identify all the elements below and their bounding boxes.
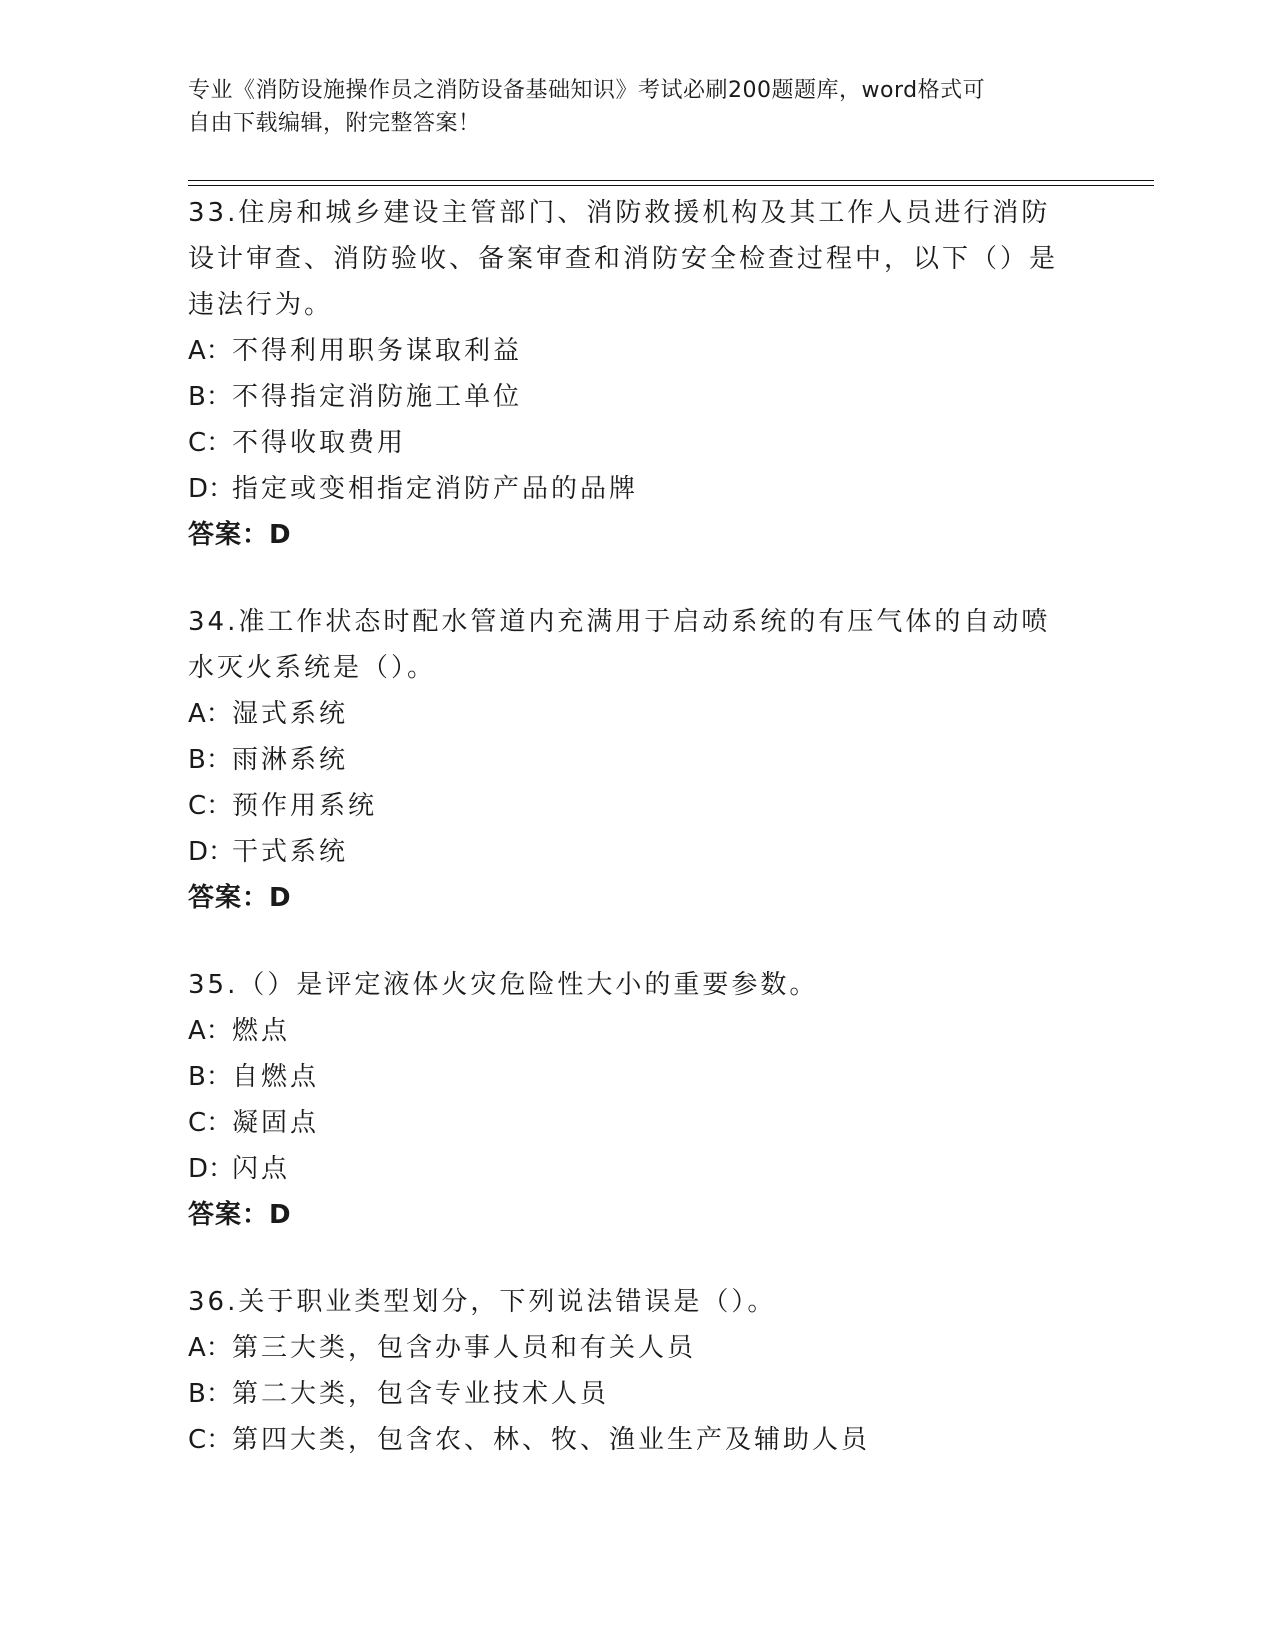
answer-line: 答案：D bbox=[188, 883, 292, 913]
option-letter: A： bbox=[188, 1016, 232, 1046]
option-d bbox=[188, 1146, 1078, 1192]
option-text: 不得利用职务谋取利益 bbox=[232, 336, 523, 366]
option-letter: B： bbox=[188, 1379, 232, 1409]
option-text: 雨淋系统 bbox=[232, 745, 349, 775]
option-a bbox=[188, 1008, 1078, 1054]
option-text: 不得指定消防施工单位 bbox=[232, 382, 523, 412]
header-divider-bottom bbox=[188, 185, 1154, 186]
question-stem: 35.（）是评定液体火灾危险性大小的重要参数。 bbox=[188, 970, 819, 1000]
option-a bbox=[188, 691, 1078, 737]
option-letter: B： bbox=[188, 745, 232, 775]
question-33 bbox=[188, 190, 1078, 558]
question-stem: 36.关于职业类型划分，下列说法错误是（）。 bbox=[188, 1287, 777, 1317]
option-a bbox=[188, 328, 1078, 374]
option-b bbox=[188, 1054, 1078, 1100]
option-b bbox=[188, 374, 1078, 420]
option-d bbox=[188, 466, 1078, 512]
question-34 bbox=[188, 599, 1078, 921]
option-letter: D： bbox=[188, 837, 235, 867]
question-stem: 33.住房和城乡建设主管部门、消防救援机构及其工作人员进行消防设计审查、消防验收、备案审查和消防安全检查过程中，以下（）是违法行为。 bbox=[188, 198, 1059, 320]
option-d bbox=[188, 829, 1078, 875]
option-letter: C： bbox=[188, 791, 233, 821]
question-35 bbox=[188, 962, 1078, 1238]
option-c bbox=[188, 420, 1078, 466]
answer-line: 答案：D bbox=[188, 1200, 292, 1230]
header-line-2: 自由下载编辑，附完整答案！ bbox=[188, 111, 481, 136]
option-letter: B： bbox=[188, 382, 232, 412]
option-letter: A： bbox=[188, 1333, 232, 1363]
option-a bbox=[188, 1325, 1078, 1371]
question-stem: 34.准工作状态时配水管道内充满用于启动系统的有压气体的自动喷水灭火系统是（）。 bbox=[188, 607, 1051, 683]
option-text: 第二大类，包含专业技术人员 bbox=[232, 1379, 610, 1409]
option-c bbox=[188, 1100, 1078, 1146]
option-text: 不得收取费用 bbox=[232, 428, 407, 458]
option-letter: A： bbox=[188, 336, 232, 366]
option-b bbox=[188, 1371, 1078, 1417]
option-letter: B： bbox=[188, 1062, 232, 1092]
question-36 bbox=[188, 1279, 1078, 1463]
option-letter: D： bbox=[188, 474, 235, 504]
header-line-1: 专业《消防设施操作员之消防设备基础知识》考试必刷200题题库，word格式可 bbox=[188, 78, 986, 103]
option-b bbox=[188, 737, 1078, 783]
option-text: 干式系统 bbox=[232, 837, 349, 867]
option-text: 闪点 bbox=[232, 1154, 291, 1184]
option-letter: A： bbox=[188, 699, 232, 729]
document-header bbox=[188, 74, 1068, 140]
option-text: 预作用系统 bbox=[232, 791, 378, 821]
option-c bbox=[188, 1417, 1078, 1463]
option-text: 指定或变相指定消防产品的品牌 bbox=[232, 474, 639, 504]
option-c bbox=[188, 783, 1078, 829]
option-text: 自燃点 bbox=[232, 1062, 320, 1092]
option-text: 湿式系统 bbox=[232, 699, 349, 729]
option-letter: D： bbox=[188, 1154, 235, 1184]
option-text: 凝固点 bbox=[232, 1108, 320, 1138]
question-list bbox=[188, 190, 1078, 1504]
answer-line: 答案：D bbox=[188, 520, 292, 550]
option-letter: C： bbox=[188, 1108, 233, 1138]
option-text: 第四大类，包含农、林、牧、渔业生产及辅助人员 bbox=[232, 1425, 871, 1455]
option-letter: C： bbox=[188, 428, 233, 458]
option-text: 燃点 bbox=[232, 1016, 291, 1046]
option-letter: C： bbox=[188, 1425, 233, 1455]
header-divider-top bbox=[188, 180, 1154, 181]
option-text: 第三大类，包含办事人员和有关人员 bbox=[232, 1333, 697, 1363]
